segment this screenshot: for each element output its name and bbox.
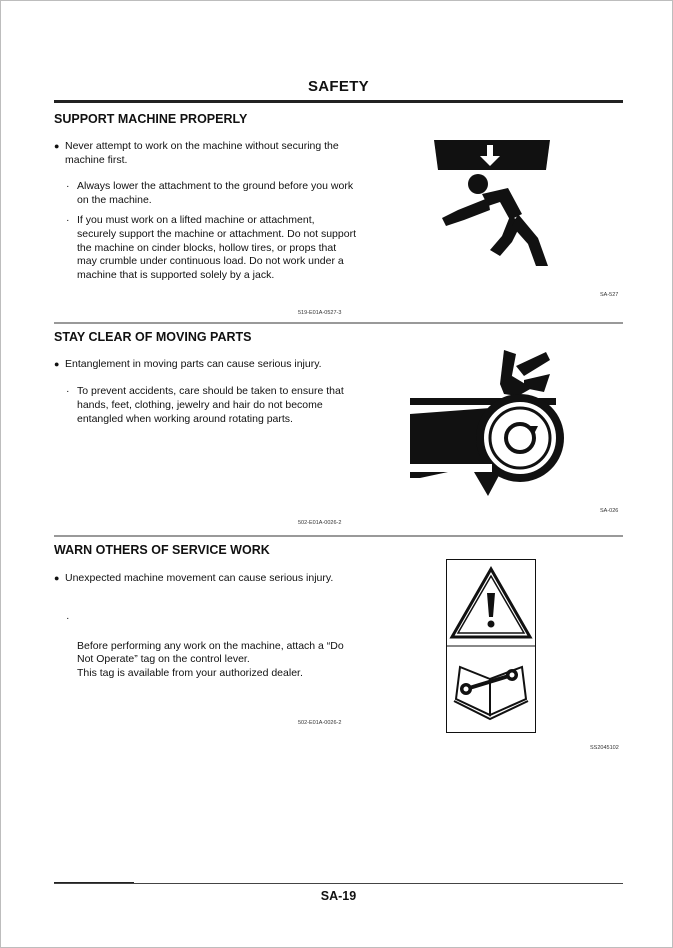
sub-item [66, 385, 356, 426]
bullet-text: Never attempt to work on the machine without securing the machine first. [65, 140, 339, 166]
sub-mark: · [66, 214, 70, 226]
bullet-mark: ● [54, 573, 60, 583]
warning-manual-icon [446, 559, 536, 733]
figure-code: SA-527 [600, 292, 619, 298]
bullet-item [54, 358, 354, 372]
sub-text: If you must work on a lifted machine or attachment, securely support the machine or attachment. Do not support the machine on cinder blocks, hollow tires, or props that may crumble under continuous load. Do not work under a machine that is supported solely by a jack. [77, 214, 356, 282]
header-rule [54, 100, 623, 103]
sub-text: Before performing any work on the machine, attach a “Do Not Operate” tag on the control lever. This tag is available from your authorized dealer. [77, 639, 344, 680]
doc-code: 502-E01A-0026-2 [298, 720, 342, 726]
bullet-mark: ● [54, 359, 60, 369]
doc-code: 502-E01A-0026-2 [298, 520, 342, 526]
section-divider [54, 535, 623, 537]
section-divider [54, 322, 623, 324]
section-title-support-machine: SUPPORT MACHINE PROPERLY [54, 112, 248, 126]
bullet-mark: ● [54, 141, 60, 151]
sub-mark: · [66, 612, 70, 624]
page-title: SAFETY [308, 78, 369, 95]
page-number: SA-19 [320, 889, 357, 903]
sub-text: Always lower the attachment to the ground before you work on the machine. [77, 180, 354, 206]
figure-code: SS2045102 [590, 745, 619, 751]
figure-code: SA-026 [600, 508, 619, 514]
sub-item [66, 612, 356, 695]
section-title-moving-parts: STAY CLEAR OF MOVING PARTS [54, 330, 252, 344]
section-title-warn-others: WARN OTHERS OF SERVICE WORK [54, 543, 270, 557]
crushed-person-icon [430, 136, 554, 272]
rotating-belt-hand-icon [408, 346, 564, 502]
bullet-item [54, 140, 354, 168]
footer-rule [54, 883, 623, 884]
bullet-text: Entanglement in moving parts can cause serious injury. [65, 358, 322, 370]
sub-text: To prevent accidents, care should be taken to ensure that hands, feet, clothing, jewelry and hair do not become entangled when working around rotating parts. [77, 385, 344, 425]
bullet-item [54, 572, 354, 586]
bullet-text: Unexpected machine movement can cause serious injury. [65, 572, 334, 584]
sub-mark: · [66, 385, 70, 397]
sub-item [66, 214, 356, 283]
sub-item [66, 180, 356, 208]
sub-mark: · [66, 180, 70, 192]
doc-code: 519-E01A-0527-3 [298, 310, 342, 316]
